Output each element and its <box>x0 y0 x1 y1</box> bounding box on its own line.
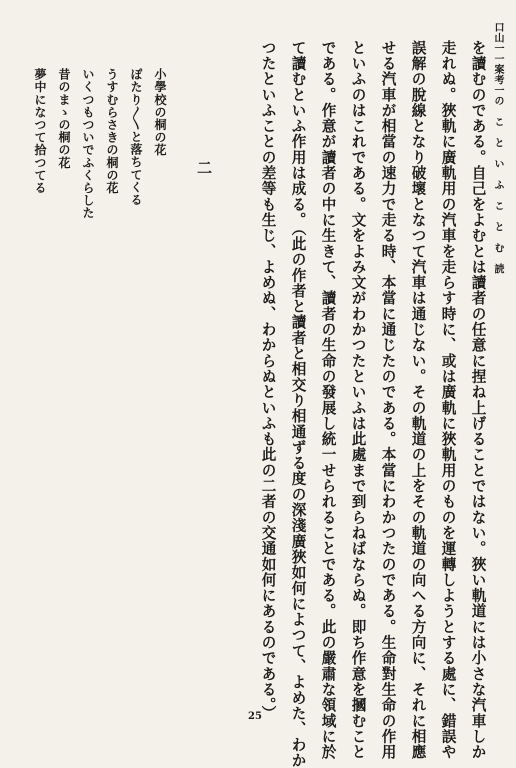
poem-line: 夢中になつて拾つてる <box>33 68 47 194</box>
body-line: て讀むといふ作用は成る。（此の作者と讀者と相交り相通ずる度の深淺廣狹如何によつて、よめた、わか <box>289 40 307 768</box>
poem-line: 昔のまゝの桐の花 <box>57 68 71 169</box>
body-line: を讀むのである。自己をよむとは讀者の任意に捏ね上げることではない。狹い軌道には小さな汽車しか <box>469 40 487 760</box>
section-number: 二 <box>195 160 213 175</box>
body-line: 誤解の脫線となり破壞となつて汽車は通じない。その軌道の上をその軌道の向へる方向に、それに相應 <box>409 40 427 760</box>
body-line: つたといふことの差等も生じ、よめぬ、わからぬといふも此の二者の交通如何にあるのである。） <box>259 40 277 722</box>
page-number: 25 <box>248 711 262 722</box>
running-head: 口山一一案考一の こ と い ふ こ と む 読 <box>492 22 503 274</box>
poem-line: ぽたり〳〵と落ちてくる <box>129 68 143 206</box>
body-line: といふのはこれである。文をよみ文がわかつたといふは此處まで到らねばならぬ。即ち作意を摑むこと <box>349 40 367 760</box>
poem-line: いくつもついでふくらした <box>81 68 95 220</box>
poem-line: うすむらさきの桐の花 <box>105 68 119 194</box>
body-line: 走れぬ。狹軌に廣軌用の汽車を走らす時に、或は廣軌に狹軌用のものを運轉しようとする處に、錯誤や <box>439 40 457 760</box>
body-line: せる汽車が相當の速力で走る時、本當に通じたのである。本當にわかつたのである。生命對生命の作用 <box>379 40 397 760</box>
poem-line: 小學校の桐の花 <box>153 68 167 157</box>
body-line: である。作意が讀者の中に生きて、讀者の生命の發展し統一せられることである。此の嚴肅な領域に於 <box>319 40 337 760</box>
